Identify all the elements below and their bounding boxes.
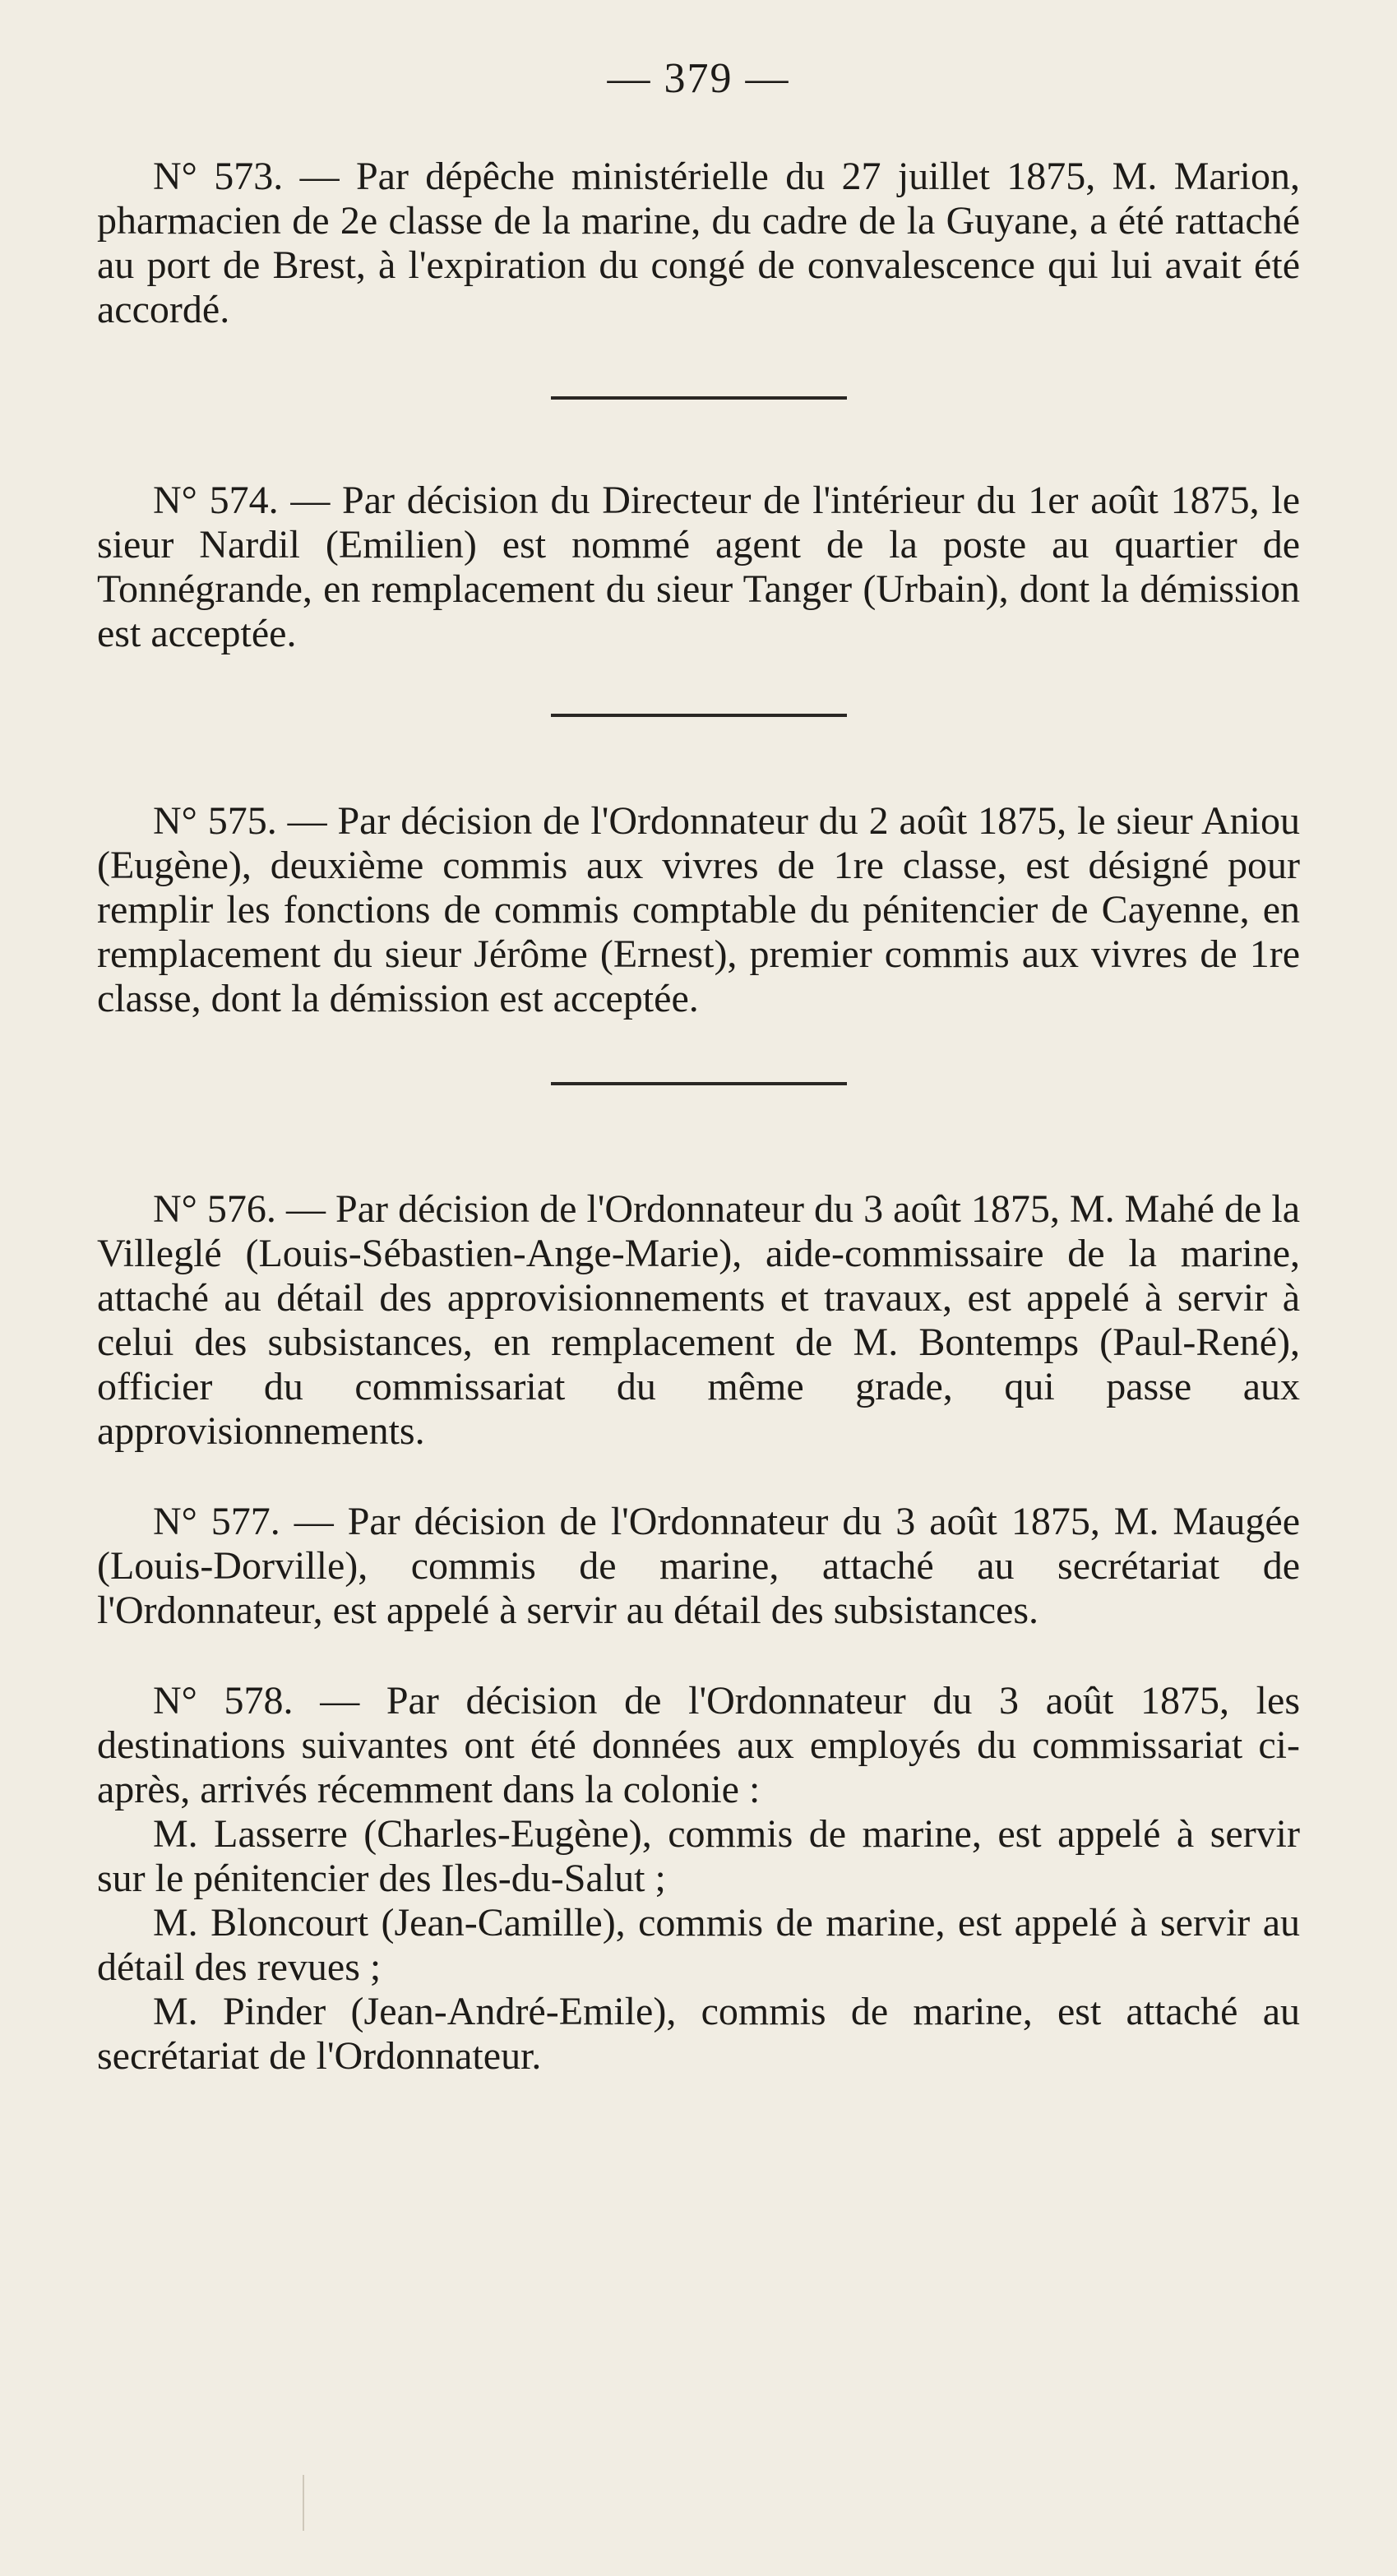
entry-paragraph: N° 578. — Par décision de l'Ordonnateur du 3 août 1875, les destinations suivantes ont été données aux employés du commissariat ci-après, arrivés récemment dans la colonie : <box>97 1679 1300 1811</box>
entry-576 <box>97 1187 1300 1454</box>
entry-paragraph: N° 574. — Par décision du Directeur de l'intérieur du 1er août 1875, le sieur Nardil (Emilien) est nommé agent de la poste au quartier de Tonnégrande, en remplacement du sieur Tanger (Urbain), dont la démission est acceptée. <box>97 479 1300 655</box>
entry-subparagraph: M. Lasserre (Charles-Eugène), commis de marine, est appelé à servir sur le pénitencier des Iles-du-Salut ; <box>97 1812 1300 1900</box>
entry-paragraph: N° 577. — Par décision de l'Ordonnateur du 3 août 1875, M. Maugée (Louis-Dorville), commis de marine, attaché au secrétariat de l'Ordonnateur, est appelé à servir au détail des subsistances. <box>97 1500 1300 1632</box>
entry-577 <box>97 1500 1300 1633</box>
entry-578 <box>97 1679 1300 2079</box>
entry-subparagraph: M. Pinder (Jean-André-Emile), commis de marine, est attaché au secrétariat de l'Ordonnateur. <box>97 1990 1300 2078</box>
separator-rule <box>551 396 847 400</box>
scan-mark <box>303 2475 304 2531</box>
entry-subparagraph: M. Bloncourt (Jean-Camille), commis de marine, est appelé à servir au détail des revues ; <box>97 1901 1300 1989</box>
entry-paragraph: N° 576. — Par décision de l'Ordonnateur du 3 août 1875, M. Mahé de la Villeglé (Louis-Sébastien-Ange-Marie), aide-commissaire de la marine, attaché au détail des approvisionnements et travaux, est appelé à servir à celui des subsistances, en remplacement de M. Bontemps (Paul-René), officier du commissariat du même grade, qui passe aux approvisionnements. <box>97 1187 1300 1453</box>
entry-575 <box>97 799 1300 1021</box>
entry-574 <box>97 479 1300 656</box>
entry-paragraph: N° 573. — Par dépêche ministérielle du 27 juillet 1875, M. Marion, pharmacien de 2e classe de la marine, du cadre de la Guyane, a été rattaché au port de Brest, à l'expiration du congé de convalescence qui lui avait été accordé. <box>97 155 1300 331</box>
separator-rule <box>551 714 847 717</box>
entry-573 <box>97 155 1300 332</box>
separator-rule <box>551 1082 847 1085</box>
entry-paragraph: N° 575. — Par décision de l'Ordonnateur du 2 août 1875, le sieur Aniou (Eugène), deuxième commis aux vivres de 1re classe, est désigné pour remplir les fonctions de commis comptable du pénitencier de Cayenne, en remplacement du sieur Jérôme (Ernest), premier commis aux vivres de 1re classe, dont la démission est acceptée. <box>97 799 1300 1020</box>
page-number: — 379 — <box>607 55 790 102</box>
